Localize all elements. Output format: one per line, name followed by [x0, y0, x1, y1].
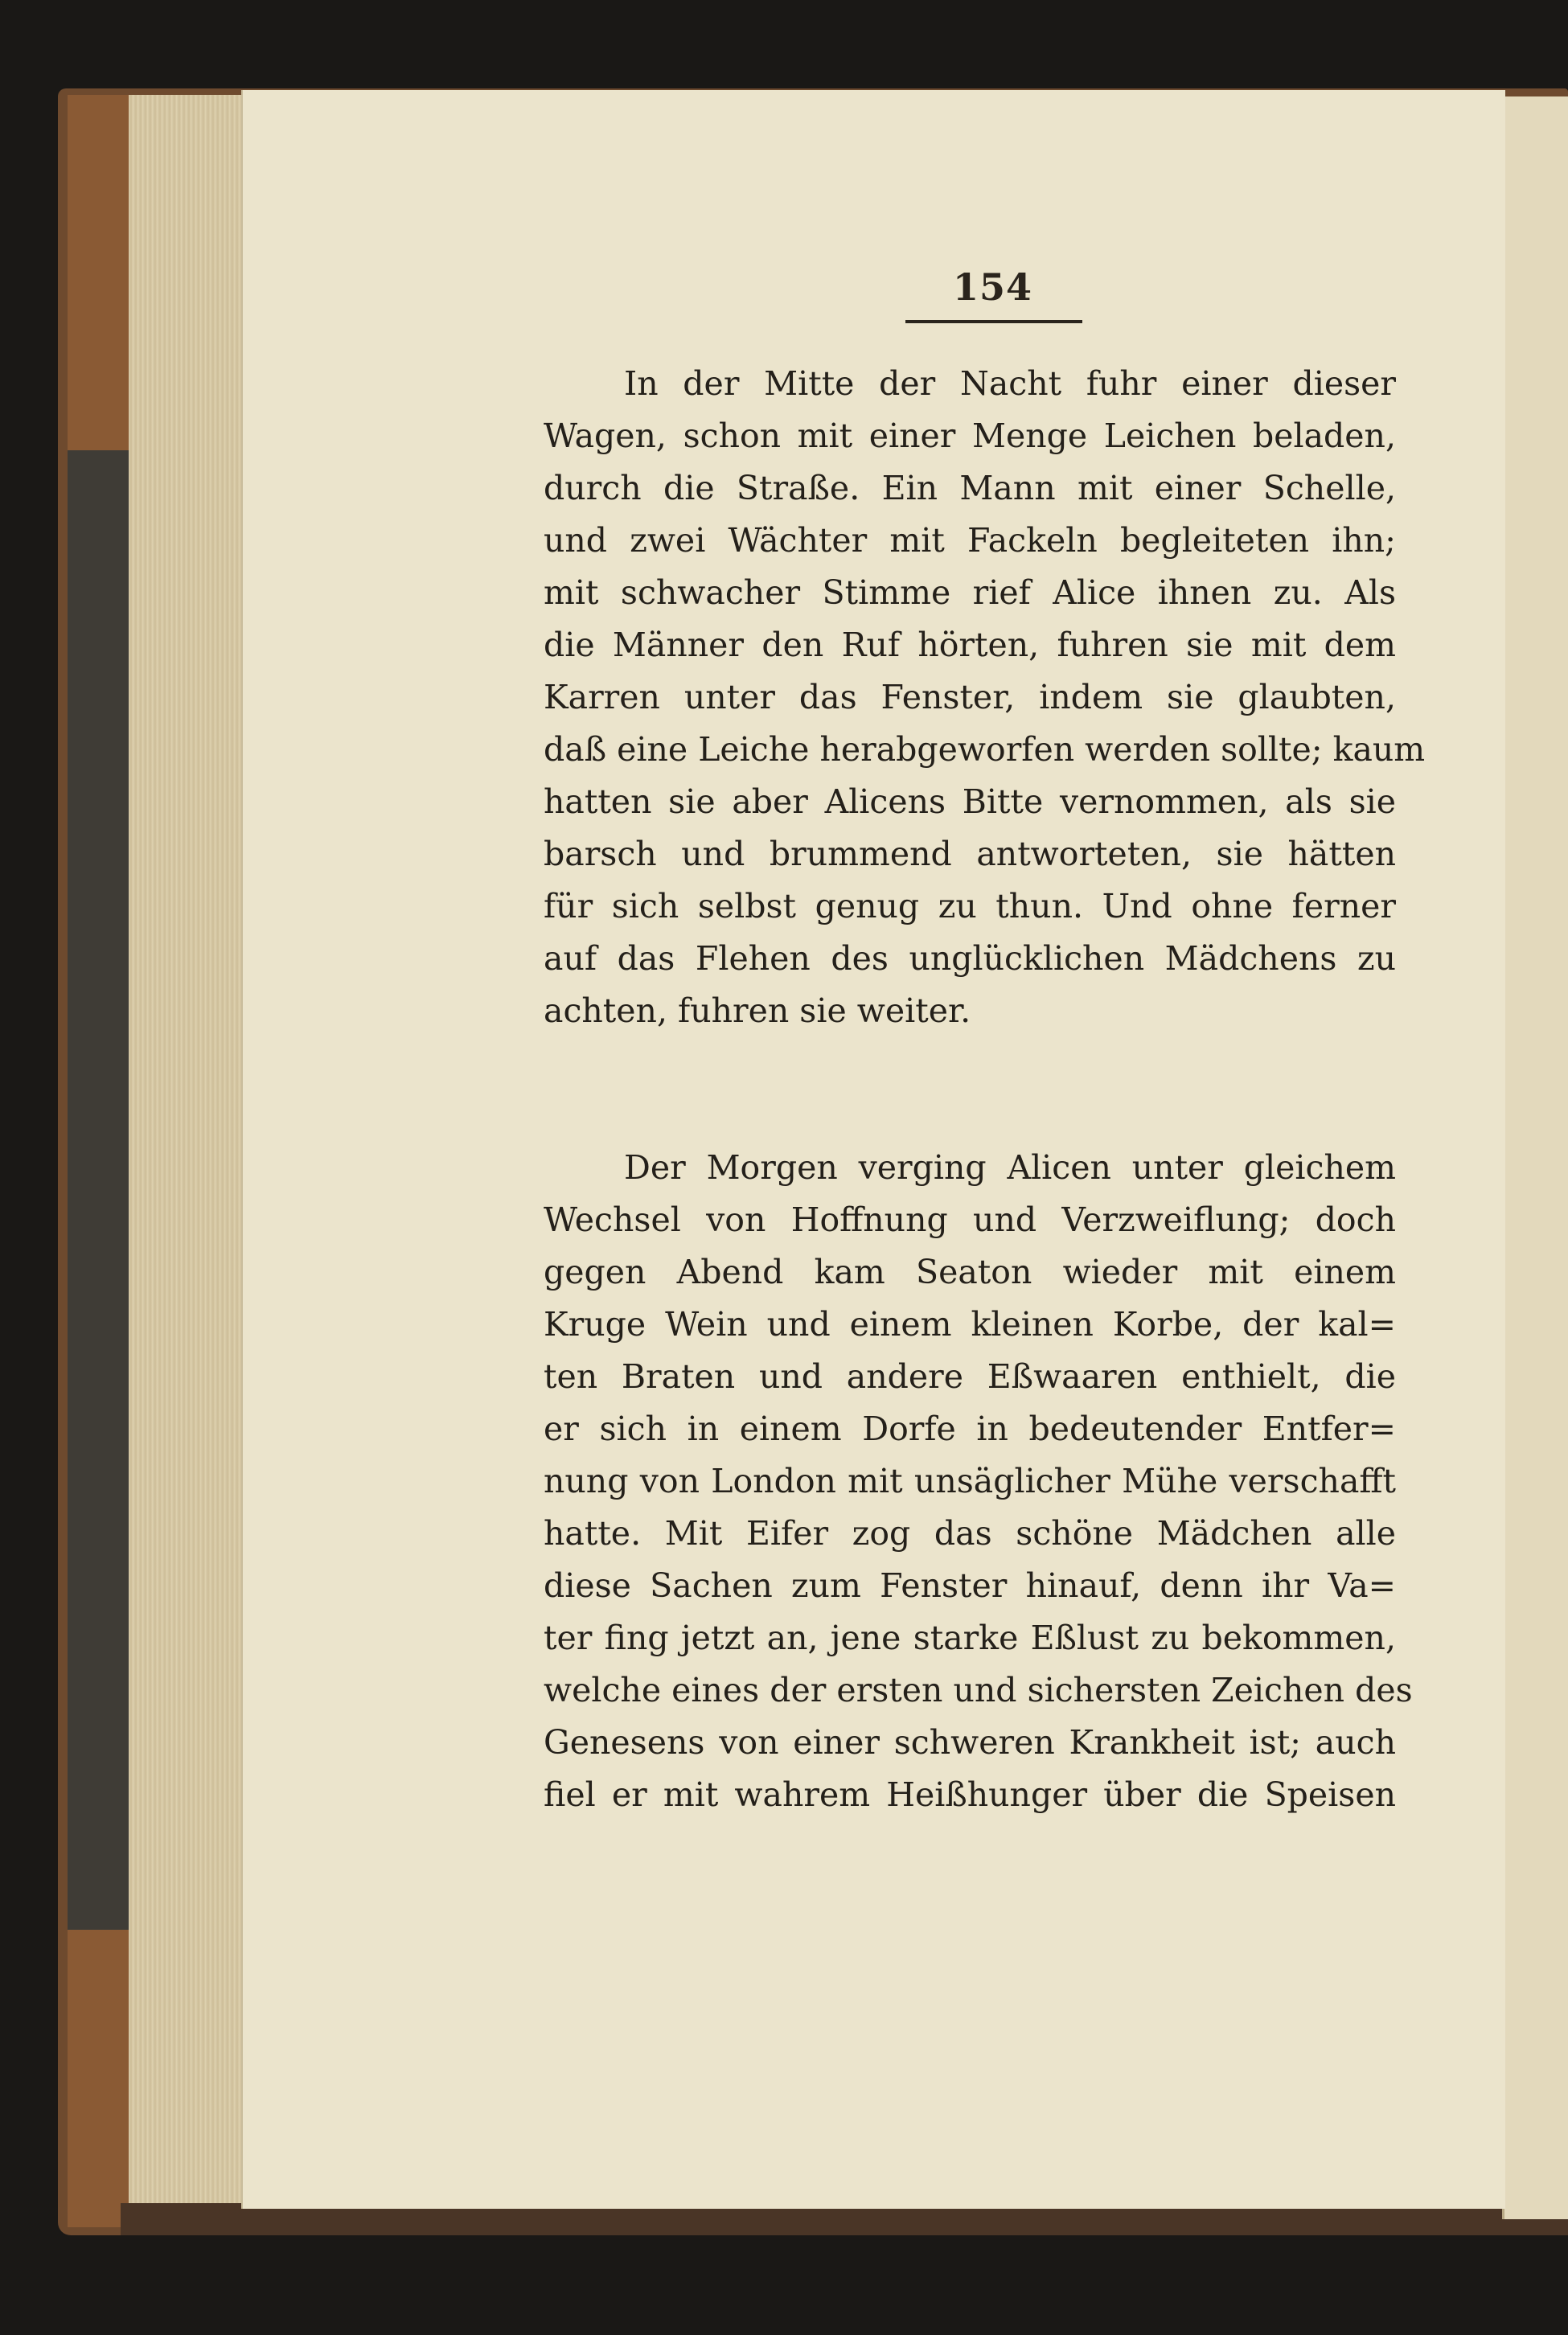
text-line: und zwei Wächter mit Fackeln begleiteten ihn;: [544, 521, 1396, 560]
text-line: gegen Abend kam Seaton wieder mit einem: [544, 1253, 1396, 1291]
text-line: barsch und brummend antworteten, sie hätten: [544, 835, 1396, 873]
paragraph: [544, 358, 1426, 1037]
text-line: In der Mitte der Nacht fuhr einer dieser: [624, 364, 1396, 403]
text-line: auf das Flehen des unglücklichen Mädchens zu: [544, 939, 1396, 978]
text-line: Kruge Wein und einem kleinen Korbe, der kal=: [544, 1305, 1396, 1344]
text-line: Der Morgen verging Alicen unter gleichem: [624, 1148, 1396, 1187]
paragraph: [544, 1142, 1413, 1821]
text-line: welche eines der ersten und sichersten Zeichen des: [544, 1671, 1413, 1709]
body-text: [544, 358, 1426, 1821]
text-line: mit schwacher Stimme rief Alice ihnen zu. Als: [544, 573, 1396, 612]
text-line: Wagen, schon mit einer Menge Leichen beladen,: [544, 417, 1396, 455]
text-line: achten, fuhren sie weiter.: [544, 991, 971, 1030]
page-number: 154: [953, 265, 1033, 309]
text-line: Wechsel von Hoffnung und Verzweiflung; doch: [544, 1200, 1396, 1239]
text-line: fiel er mit wahrem Heißhunger über die Speisen: [544, 1775, 1396, 1814]
text-line: Karren unter das Fenster, indem sie glaubten,: [544, 678, 1396, 716]
text-line: er sich in einem Dorfe in bedeutender Entfer=: [544, 1410, 1396, 1448]
text-line: durch die Straße. Ein Mann mit einer Schelle,: [544, 469, 1396, 507]
text-line: hatte. Mit Eifer zog das schöne Mädchen alle: [544, 1514, 1396, 1553]
text-line: nung von London mit unsäglicher Mühe verschafft: [544, 1462, 1396, 1500]
paragraph-gap: [544, 1037, 1396, 1142]
text-line: hatten sie aber Alicens Bitte vernommen, als sie: [544, 782, 1396, 821]
text-line: diese Sachen zum Fenster hinauf, denn ihr Va=: [544, 1566, 1396, 1605]
text-line: für sich selbst genug zu thun. Und ohne ferner: [544, 887, 1396, 925]
text-line: Genesens von einer schweren Krankheit ist; auch: [544, 1723, 1396, 1762]
facing-page-edge: [1502, 96, 1568, 2219]
text-line: ter fing jetzt an, jene starke Eßlust zu bekommen,: [544, 1619, 1396, 1657]
text-line: die Männer den Ruf hörten, fuhren sie mit dem: [544, 626, 1396, 664]
header-rule: [905, 320, 1082, 323]
text-line: daß eine Leiche herabgeworfen werden sollte; kaum: [544, 730, 1426, 769]
text-line: ten Braten und andere Eßwaaren enthielt, die: [544, 1357, 1396, 1396]
